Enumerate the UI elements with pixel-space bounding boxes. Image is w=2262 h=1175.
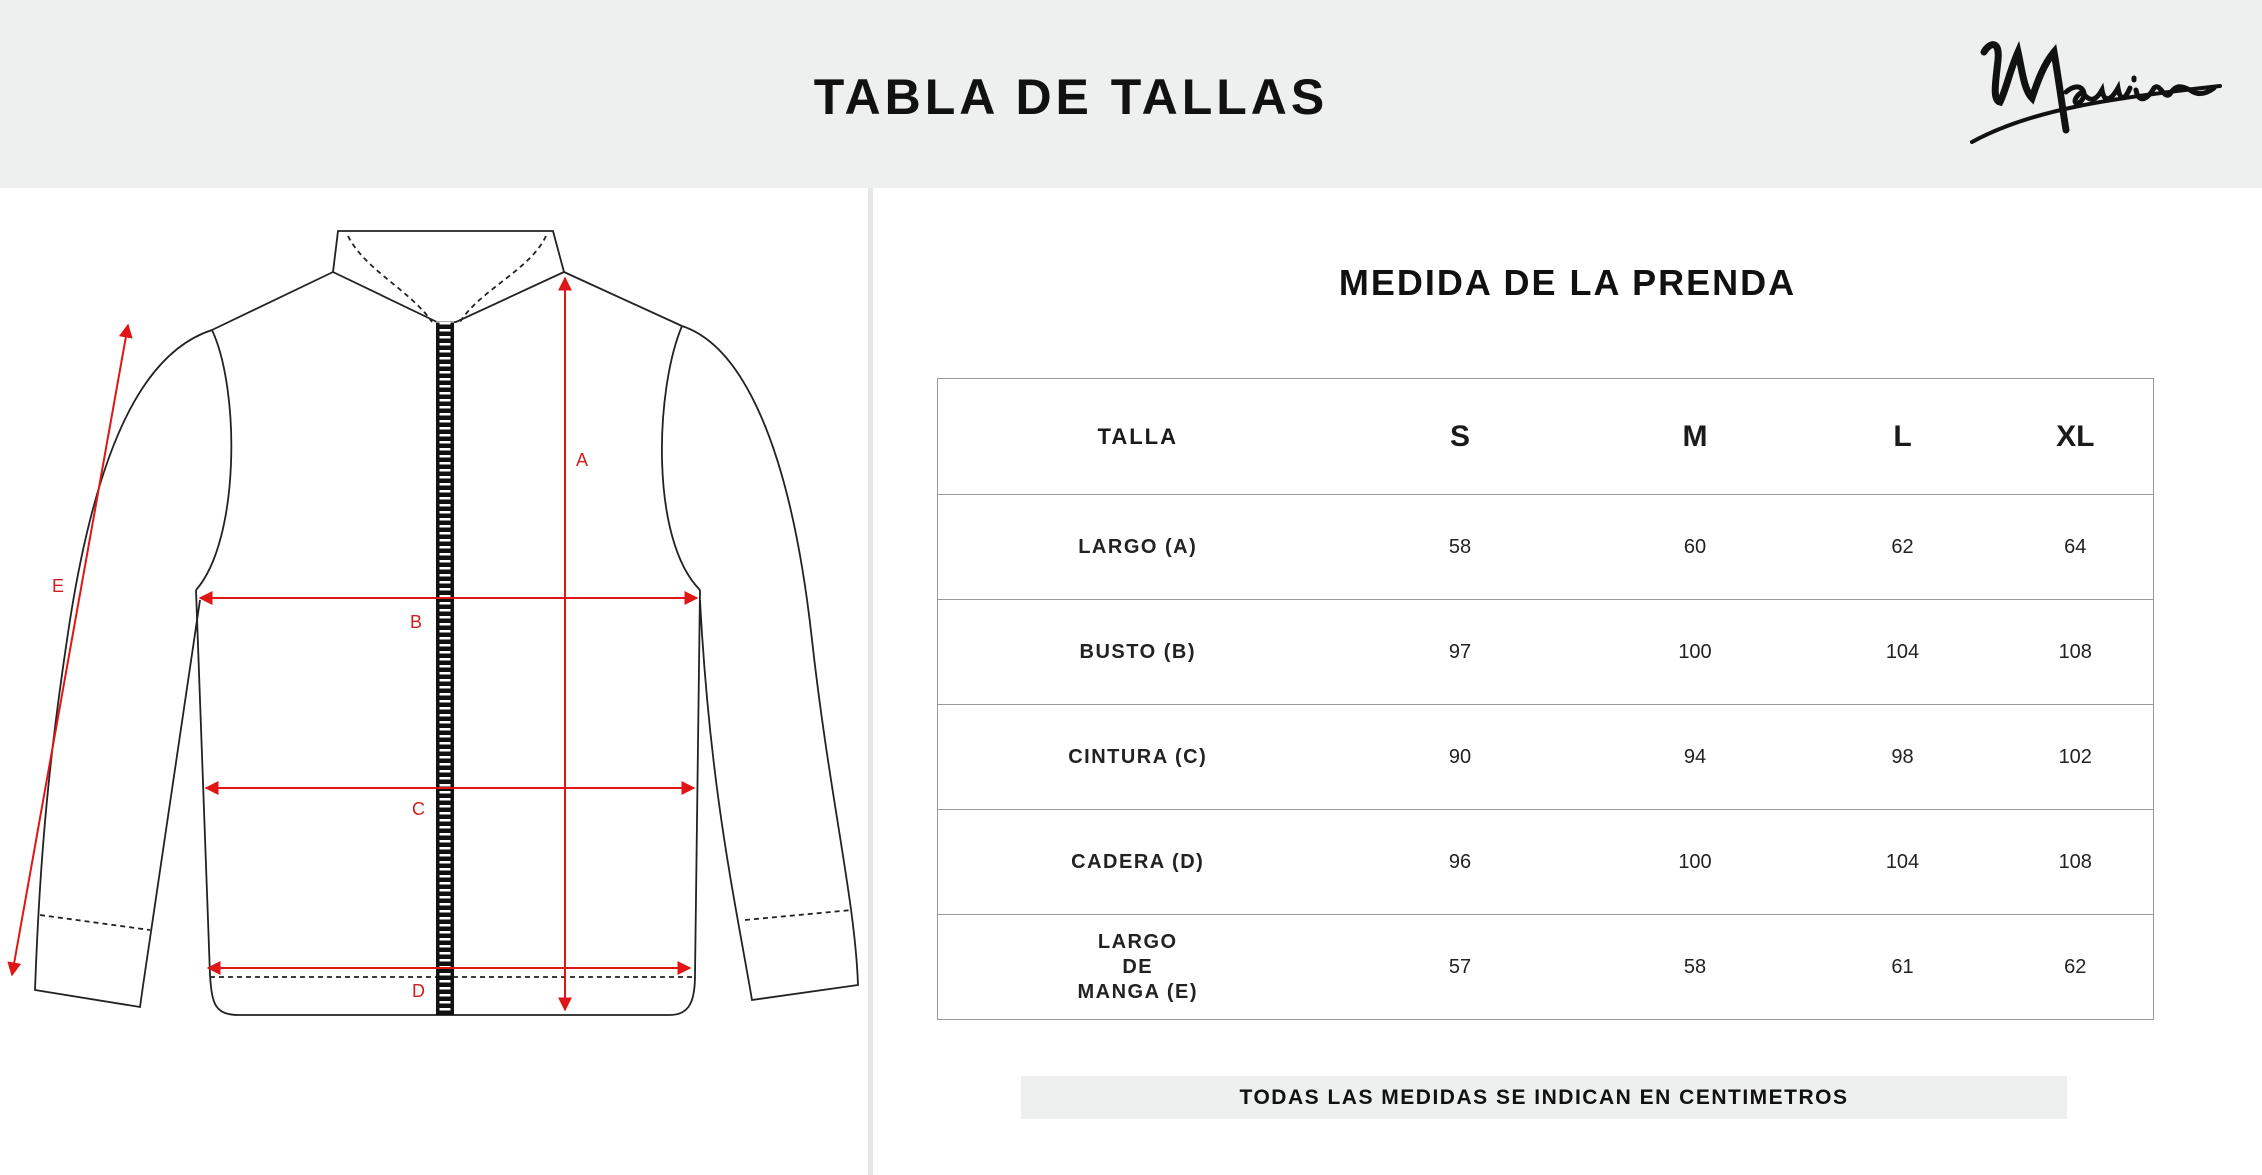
table-row (938, 600, 2154, 705)
brand-logo (1970, 30, 2230, 155)
row-label: CADERA (D) (938, 810, 1338, 915)
table-cell: 100 (1583, 810, 1808, 915)
table-cell: 102 (1998, 705, 2154, 810)
row-label: CINTURA (C) (938, 705, 1338, 810)
table-cell: 60 (1583, 495, 1808, 600)
row-label (938, 915, 1338, 1020)
footer-note: TODAS LAS MEDIDAS SE INDICAN EN CENTIMETROS (1021, 1076, 2067, 1119)
size-table (937, 378, 2154, 1020)
header-band (0, 0, 2262, 188)
column-header-talla: TALLA (938, 379, 1338, 495)
table-cell: 62 (1808, 495, 1998, 600)
table-row (938, 915, 2154, 1020)
table-cell: 108 (1998, 810, 2154, 915)
table-cell: 108 (1998, 600, 2154, 705)
row-label-line: MANGA (E) (1077, 980, 1199, 1003)
table-row (938, 705, 2154, 810)
row-label: BUSTO (B) (938, 600, 1338, 705)
row-label-line: LARGO (1097, 930, 1178, 953)
page-title: TABLA DE TALLAS (813, 69, 1329, 125)
jacket-diagram (0, 188, 868, 1175)
table-cell: 94 (1583, 705, 1808, 810)
table-cell: 100 (1583, 600, 1808, 705)
arrow-e (12, 325, 128, 975)
table-cell: 104 (1808, 810, 1998, 915)
label-c: C (412, 799, 425, 819)
table-cell: 61 (1808, 915, 1998, 1020)
table-cell: 57 (1338, 915, 1583, 1020)
row-label: LARGO (A) (938, 495, 1338, 600)
row-label-line: DE (1122, 955, 1154, 978)
table-cell: 96 (1338, 810, 1583, 915)
section-title: MEDIDA DE LA PRENDA (1338, 262, 1797, 303)
table-cell: 64 (1998, 495, 2154, 600)
table-cell: 97 (1338, 600, 1583, 705)
label-d: D (412, 981, 425, 1001)
column-header-size: M (1583, 379, 1808, 495)
label-e: E (52, 576, 65, 596)
table-row (938, 810, 2154, 915)
table-row (938, 495, 2154, 600)
label-b: B (410, 612, 423, 632)
column-header-size: XL (1998, 379, 2154, 495)
table-cell: 58 (1338, 495, 1583, 600)
table-header-row (938, 379, 2154, 495)
table-cell: 98 (1808, 705, 1998, 810)
table-cell: 90 (1338, 705, 1583, 810)
column-header-size: S (1338, 379, 1583, 495)
table-cell: 62 (1998, 915, 2154, 1020)
zipper (436, 322, 454, 1015)
vertical-divider (868, 188, 873, 1175)
table-cell: 104 (1808, 600, 1998, 705)
label-a: A (576, 450, 589, 470)
table-cell: 58 (1583, 915, 1808, 1020)
column-header-size: L (1808, 379, 1998, 495)
